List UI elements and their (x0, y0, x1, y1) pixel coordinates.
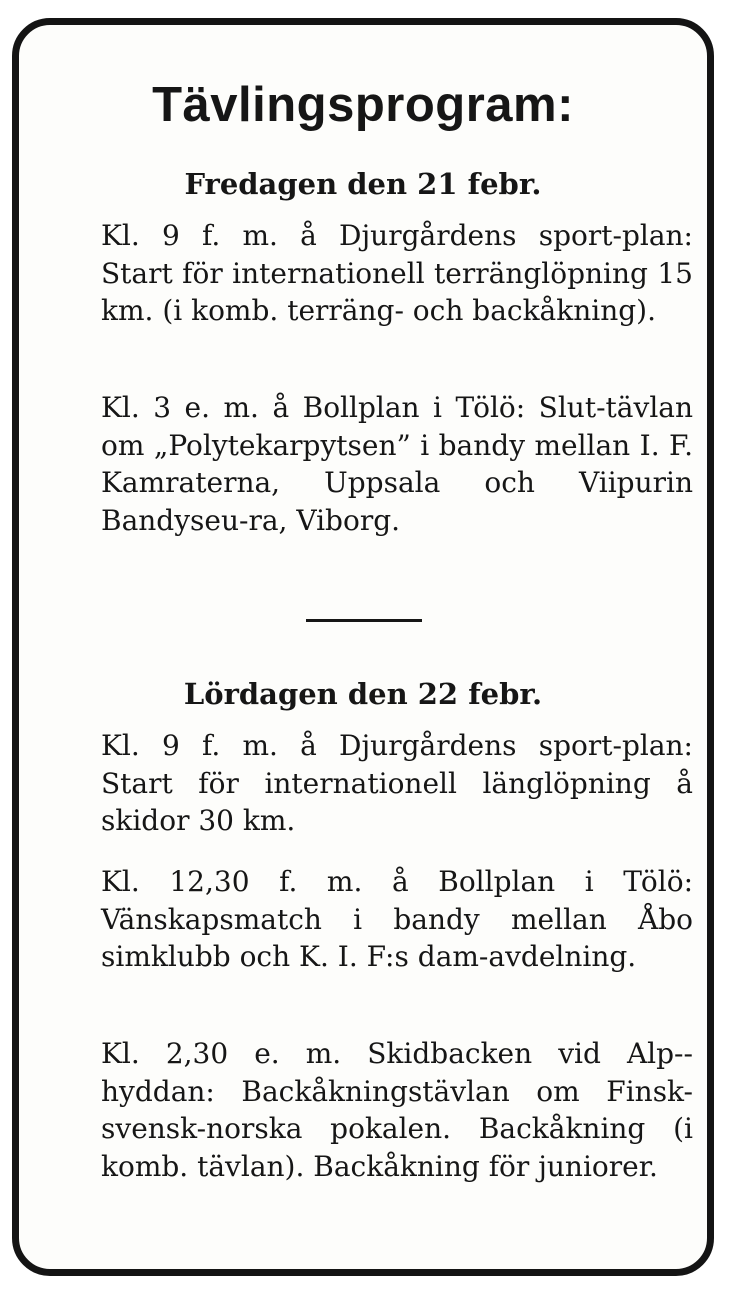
day-heading-friday: Fredagen den 21 febr. (184, 167, 542, 201)
entry-friday-1: Kl. 9 f. m. å Djurgårdens sport-plan: Start för internationell terränglöpning 15 km. (i komb. terräng- och backåkning). (101, 219, 693, 327)
program-title: Tävlingsprogram: (152, 78, 574, 132)
entry-friday-2: Kl. 3 e. m. å Bollplan i Tölö: Slut-tävlan om „Polytekarpytsen” i bandy mellan I. F. Kamraterna, Uppsala och Viipurin Bandyseu-ra, Viborg. (101, 391, 693, 537)
entry-saturday-3: Kl. 2,30 e. m. Skidbacken vid Alp-hyddan: Backåkningstävlan om Finsk-svensk-norska pokalen. Backåkning (i komb. tävlan). Backåkning för juniorer. (101, 1037, 693, 1183)
day-heading-saturday: Lördagen den 22 febr. (183, 677, 543, 711)
notice-frame (12, 18, 714, 1276)
section-divider (306, 619, 422, 622)
entry-saturday-1: Kl. 9 f. m. å Djurgårdens sport-plan: Start för internationell länglöpning å skidor 30 km. (101, 729, 693, 837)
entry-saturday-2: Kl. 12,30 f. m. å Bollplan i Tölö: Vänskapsmatch i bandy mellan Åbo simklubb och K. I. F:s dam-avdelning. (101, 865, 693, 973)
